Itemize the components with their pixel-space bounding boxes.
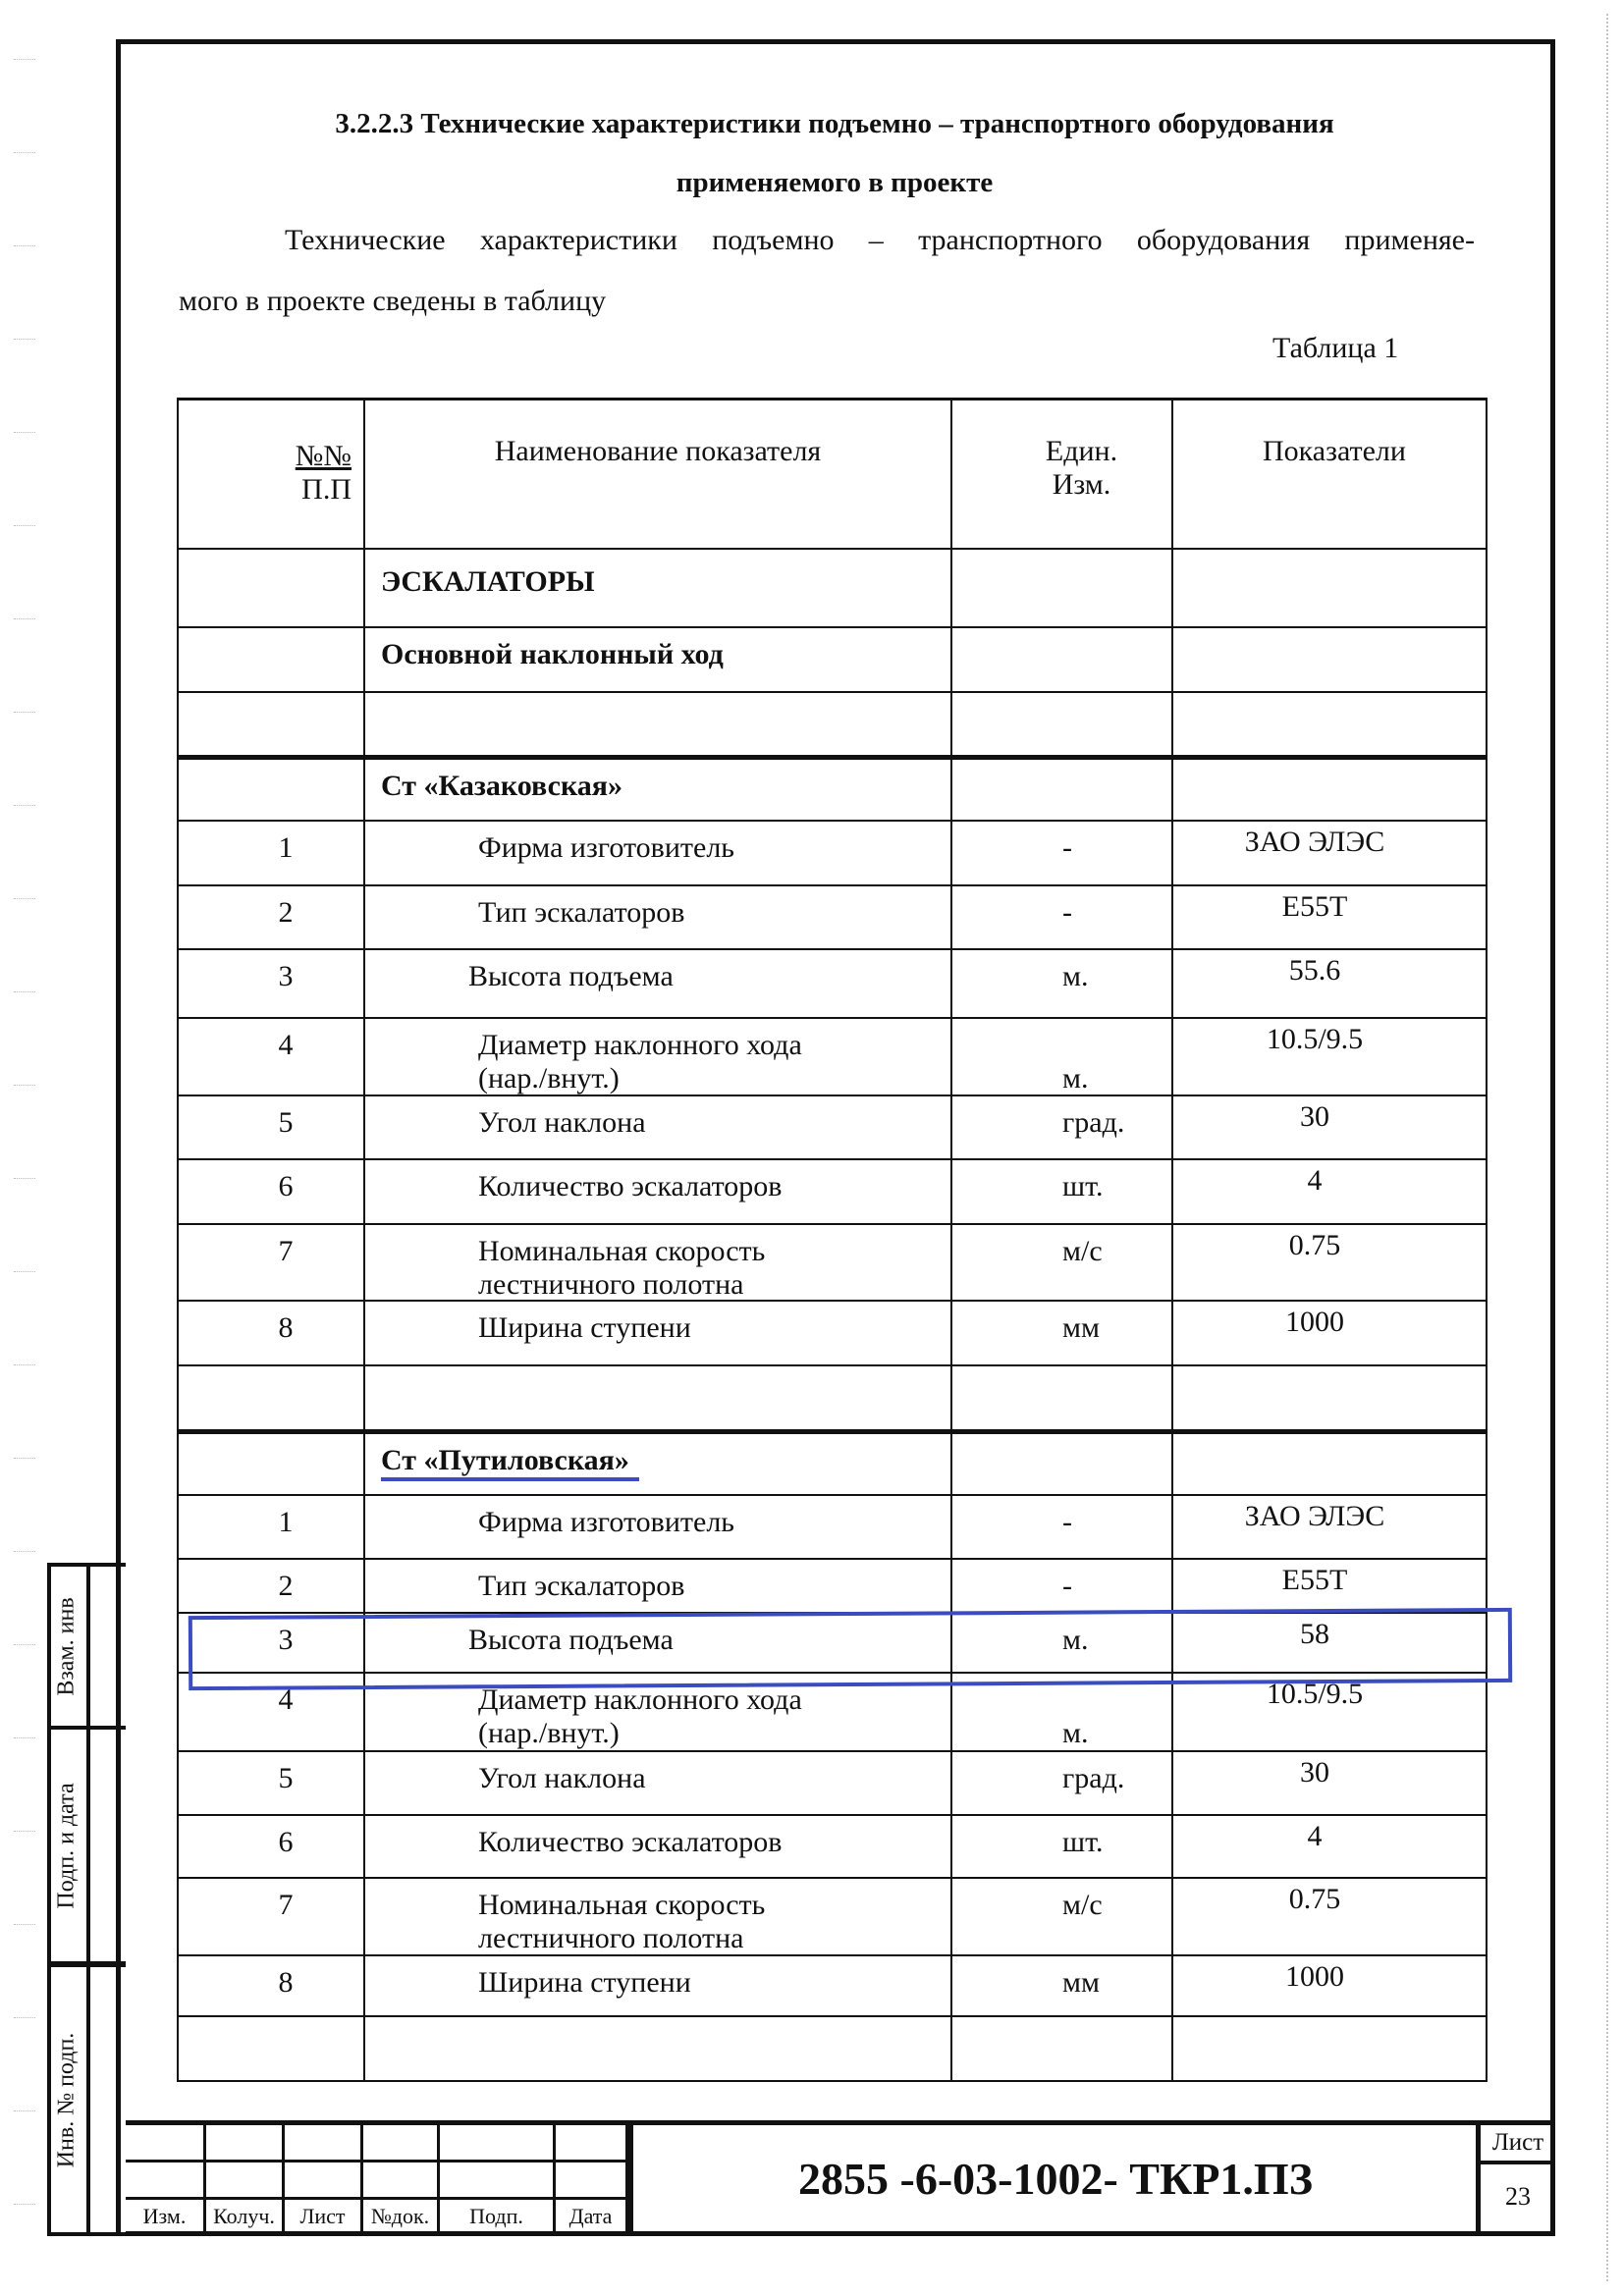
value: 58 <box>1173 1614 1488 1672</box>
parameter-name-line: Угол наклона <box>478 1106 646 1139</box>
scan-edge-line <box>1606 14 1608 2281</box>
station-block-kazakovskaya <box>177 757 1488 1366</box>
section-heading-line-2: применяемого в проекте <box>676 167 994 198</box>
row-number: 5 <box>177 1096 365 1158</box>
station-name-text: Ст «Казаковская» <box>381 770 623 802</box>
value: 30 <box>1173 1752 1488 1814</box>
title-block-cell <box>285 2125 363 2163</box>
empty-row <box>177 2017 1488 2082</box>
value: 1000 <box>1173 1956 1488 2015</box>
table-row <box>177 1879 1488 1956</box>
row-number: 4 <box>177 1674 365 1750</box>
parameter-name <box>365 822 952 884</box>
station-block-putilovskaya <box>177 1431 1488 2017</box>
parameter-name-line: Фирма изготовитель <box>478 1506 734 1538</box>
cell-unit <box>952 628 1173 691</box>
cell-unit <box>952 2017 1173 2080</box>
header-unit-line-1: Един. <box>1045 435 1118 467</box>
cell-unit <box>952 1434 1173 1494</box>
cell-number <box>177 2017 365 2080</box>
binding-mark <box>14 898 35 899</box>
unit: м/с <box>952 1225 1173 1300</box>
value: 4 <box>1173 1816 1488 1877</box>
unit: мм <box>952 1956 1173 2015</box>
sheet-box <box>1476 2125 1555 2231</box>
cell-name <box>365 1366 952 1429</box>
parameter-name <box>365 1019 952 1095</box>
unit: - <box>952 886 1173 948</box>
unit: - <box>952 1560 1173 1612</box>
header-number-line-2: П.П <box>301 473 352 506</box>
unit: - <box>952 822 1173 884</box>
parameter-name-line: Номинальная скорость <box>478 1235 766 1267</box>
binding-mark <box>14 432 35 433</box>
parameter-name <box>365 1302 952 1364</box>
table-row <box>177 1302 1488 1366</box>
value: 10.5/9.5 <box>1173 1019 1488 1095</box>
row-number: 1 <box>177 1496 365 1558</box>
binding-mark <box>14 1737 35 1738</box>
binding-mark <box>14 1085 35 1086</box>
table-row <box>177 822 1488 886</box>
cell-value <box>1173 760 1488 820</box>
table-row <box>177 1019 1488 1096</box>
table-row <box>177 1674 1488 1752</box>
table-caption: Таблица 1 <box>1272 332 1399 364</box>
stamp-label-text: Инв. № подп. <box>53 2032 80 2167</box>
stamp-divider <box>86 1730 90 1961</box>
stamp-cell-sign-date <box>47 1730 126 1965</box>
value: E55T <box>1173 1560 1488 1612</box>
unit: мм <box>952 1302 1173 1364</box>
parameter-name <box>365 1816 952 1877</box>
row-number: 3 <box>177 950 365 1017</box>
binding-mark <box>14 1644 35 1645</box>
station-name <box>365 760 952 820</box>
parameter-name <box>365 1614 952 1672</box>
stamp-divider <box>86 1567 90 1726</box>
stamp-label-text: Подп. и дата <box>53 1782 80 1909</box>
value: E55T <box>1173 886 1488 948</box>
binding-mark <box>14 1271 35 1272</box>
station-title-row <box>177 1431 1488 1496</box>
table-row <box>177 1752 1488 1816</box>
parameter-name-line: (нар./внут.) <box>478 1717 620 1749</box>
title-block-cell <box>126 2125 206 2163</box>
section-title: ЭСКАЛАТОРЫ <box>365 550 952 626</box>
binding-mark <box>14 1831 35 1832</box>
value: 0.75 <box>1173 1879 1488 1954</box>
table-row <box>177 1614 1488 1674</box>
stamp-label <box>49 1730 84 1961</box>
unit: шт. <box>952 1160 1173 1223</box>
parameter-name <box>365 1096 952 1158</box>
parameter-name <box>365 1674 952 1750</box>
row-number: 2 <box>177 886 365 948</box>
value: ЗАО ЭЛЭС <box>1173 1496 1488 1558</box>
table-header-row <box>177 398 1488 550</box>
parameter-name-line: Ширина ступени <box>478 1966 691 1999</box>
cell-number <box>177 628 365 691</box>
row-number: 6 <box>177 1160 365 1223</box>
title-block-cell <box>285 2163 363 2200</box>
unit: град. <box>952 1096 1173 1158</box>
unit: шт. <box>952 1816 1173 1877</box>
parameter-name-line: Угол наклона <box>478 1762 646 1794</box>
row-number: 6 <box>177 1816 365 1877</box>
title-block-column-label: Колуч. <box>206 2200 285 2236</box>
table-row <box>177 1096 1488 1160</box>
cell-number <box>177 550 365 626</box>
cell-value <box>1173 628 1488 691</box>
title-block-cell <box>556 2163 628 2200</box>
table-row <box>177 1496 1488 1560</box>
cell-number <box>177 760 365 820</box>
unit: м. <box>952 1019 1173 1095</box>
unit: - <box>952 1496 1173 1558</box>
title-block-cell <box>126 2163 206 2200</box>
station-name <box>365 1434 952 1494</box>
title-block-cell <box>440 2163 556 2200</box>
title-block-cell <box>206 2125 285 2163</box>
unit: м. <box>952 950 1173 1017</box>
row-number: 8 <box>177 1956 365 2015</box>
binding-mark <box>14 152 35 153</box>
stamp-cell-inv-number <box>47 1963 126 2236</box>
title-block-cell <box>363 2163 440 2200</box>
cell-name <box>365 2017 952 2080</box>
title-block-cell <box>556 2125 628 2163</box>
table-row <box>177 886 1488 950</box>
title-block-column-label: Дата <box>556 2200 628 2236</box>
specifications-table <box>177 398 1488 2082</box>
parameter-name-line: Тип эскалаторов <box>478 1570 685 1602</box>
subsection-row <box>177 628 1488 693</box>
cell-value <box>1173 693 1488 755</box>
parameter-name-line: Ширина ступени <box>478 1311 691 1344</box>
value: 1000 <box>1173 1302 1488 1364</box>
row-number: 5 <box>177 1752 365 1814</box>
station-title-row <box>177 757 1488 822</box>
title-block <box>126 2120 1555 2236</box>
intro-line-2: мого в проекте сведены в таблицу <box>179 285 607 317</box>
binding-mark <box>14 1364 35 1365</box>
binding-mark <box>14 2110 35 2111</box>
header-unit-line-2: Изм. <box>1052 468 1111 501</box>
document-code: 2855 -6-03-1002- ТКР1.ПЗ <box>798 2153 1313 2204</box>
row-number: 7 <box>177 1879 365 1954</box>
title-block-column-label: Изм. <box>126 2200 206 2236</box>
table-row <box>177 1956 1488 2017</box>
parameter-name <box>365 1752 952 1814</box>
parameter-name <box>365 1225 952 1300</box>
parameter-name <box>365 1560 952 1612</box>
station-name-text: Ст «Путиловская» <box>381 1444 639 1481</box>
binding-mark <box>14 1458 35 1459</box>
parameter-name <box>365 950 952 1017</box>
binding-mark <box>14 1551 35 1552</box>
binding-mark <box>14 712 35 713</box>
row-number: 4 <box>177 1019 365 1095</box>
header-value: Показатели <box>1173 400 1488 548</box>
binding-mark <box>14 339 35 340</box>
binding-mark <box>14 1924 35 1925</box>
binding-mark <box>14 2204 35 2205</box>
parameter-name-line: Количество эскалаторов <box>478 1170 783 1202</box>
cell-unit <box>952 1366 1173 1429</box>
empty-row <box>177 693 1488 757</box>
parameter-name-line: Фирма изготовитель <box>478 831 734 864</box>
binding-mark <box>14 59 35 60</box>
parameter-name <box>365 1496 952 1558</box>
parameter-name-line: Диаметр наклонного хода <box>478 1683 802 1716</box>
section-row-escalators <box>177 550 1488 628</box>
value: 10.5/9.5 <box>1173 1674 1488 1750</box>
unit: град. <box>952 1752 1173 1814</box>
parameter-name-line: Диаметр наклонного хода <box>478 1029 802 1061</box>
header-number <box>177 400 365 548</box>
stamp-label <box>49 1567 84 1726</box>
cell-number <box>177 1434 365 1494</box>
parameter-name-line: Номинальная скорость <box>478 1889 766 1921</box>
table-row <box>177 1560 1488 1614</box>
parameter-name-line: Тип эскалаторов <box>478 896 685 929</box>
cell-value <box>1173 550 1488 626</box>
table-row <box>177 1160 1488 1225</box>
value: 4 <box>1173 1160 1488 1223</box>
cell-unit <box>952 693 1173 755</box>
title-block-revision-grid <box>126 2125 633 2236</box>
cell-number <box>177 1366 365 1429</box>
header-number-line-1: №№ <box>295 440 352 472</box>
value: 55.6 <box>1173 950 1488 1017</box>
binding-mark <box>14 525 35 526</box>
subsection-title: Основной наклонный ход <box>365 628 952 691</box>
title-block-column-label: Лист <box>285 2200 363 2236</box>
row-number: 3 <box>177 1614 365 1672</box>
row-number: 7 <box>177 1225 365 1300</box>
cell-value <box>1173 1366 1488 1429</box>
parameter-name-line: лестничного полотна <box>478 1922 744 1954</box>
stamp-divider <box>86 1967 90 2232</box>
unit: м. <box>952 1614 1173 1672</box>
cell-number <box>177 693 365 755</box>
sheet-number: 23 <box>1505 2182 1531 2211</box>
empty-row <box>177 1366 1488 1431</box>
parameter-name-line: Высота подъема <box>468 960 674 992</box>
binding-mark <box>14 991 35 992</box>
value: 30 <box>1173 1096 1488 1158</box>
binding-mark <box>14 1178 35 1179</box>
parameter-name-line: Количество эскалаторов <box>478 1826 783 1858</box>
parameter-name <box>365 1956 952 2015</box>
header-name: Наименование показателя <box>365 400 952 548</box>
binding-mark <box>14 805 35 806</box>
title-block-column-label: Подп. <box>440 2200 556 2236</box>
parameter-name <box>365 1879 952 1954</box>
binding-mark <box>14 618 35 619</box>
unit: м/с <box>952 1879 1173 1954</box>
cell-value <box>1173 1434 1488 1494</box>
table-row <box>177 1816 1488 1879</box>
parameter-name-line: (нар./внут.) <box>478 1062 620 1095</box>
binding-mark <box>14 2017 35 2018</box>
binding-mark <box>14 245 35 246</box>
cell-value <box>1173 2017 1488 2080</box>
table-row <box>177 950 1488 1019</box>
stamp-cell-replace-inv <box>47 1563 126 1730</box>
cell-unit <box>952 550 1173 626</box>
value: ЗАО ЭЛЭС <box>1173 822 1488 884</box>
row-number: 1 <box>177 822 365 884</box>
sheet-label: Лист <box>1481 2125 1555 2164</box>
table-row <box>177 1225 1488 1302</box>
title-block-cell <box>206 2163 285 2200</box>
parameter-name <box>365 1160 952 1223</box>
row-number: 8 <box>177 1302 365 1364</box>
parameter-name-line: Высота подъема <box>468 1624 674 1656</box>
title-block-cell <box>363 2125 440 2163</box>
parameter-name-line: лестничного полотна <box>478 1268 744 1301</box>
cell-name <box>365 693 952 755</box>
header-unit <box>952 400 1173 548</box>
title-block-cell <box>440 2125 556 2163</box>
stamp-label <box>49 1967 84 2232</box>
cell-unit <box>952 760 1173 820</box>
row-number: 2 <box>177 1560 365 1612</box>
intro-line-1: Технические характеристики подъемно – транспортного оборудования применяе- <box>285 224 1475 256</box>
value: 0.75 <box>1173 1225 1488 1300</box>
parameter-name <box>365 886 952 948</box>
unit: м. <box>952 1674 1173 1750</box>
section-heading-line-1: 3.2.2.3 Технические характеристики подъемно – транспортного оборудования <box>335 108 1334 139</box>
title-block-column-label: №док. <box>363 2200 440 2236</box>
stamp-label-text: Взам. инв <box>53 1596 80 1696</box>
